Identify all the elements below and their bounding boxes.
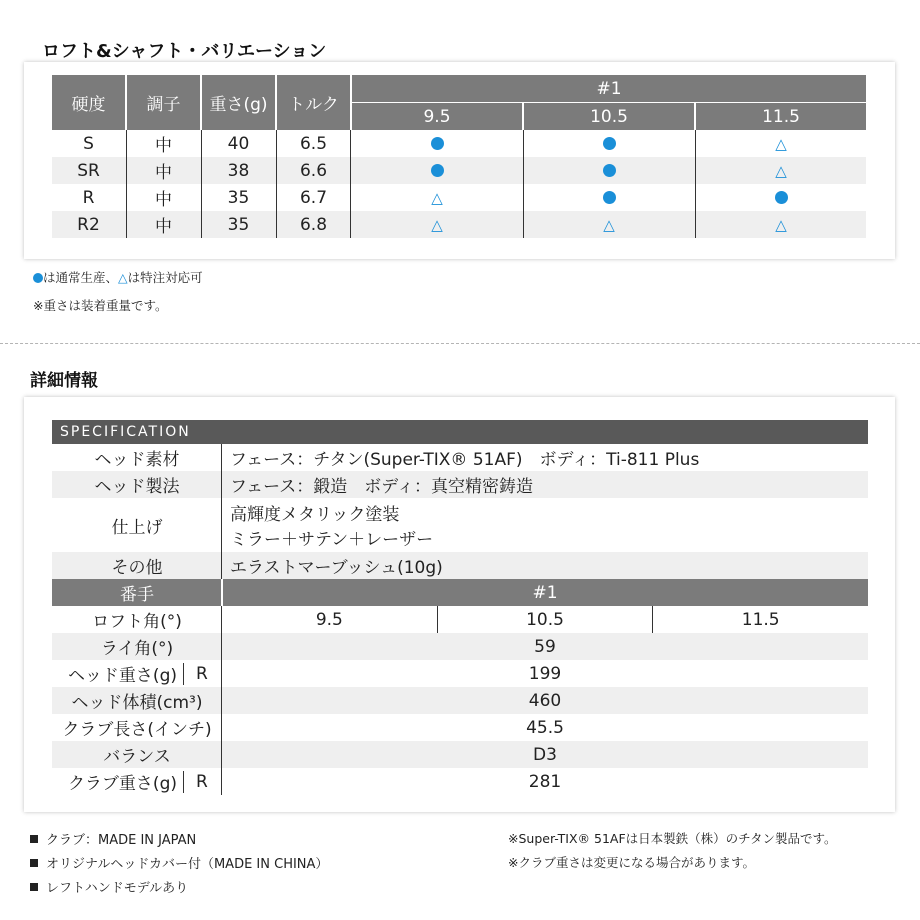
row-label: ヘッド製法 [94, 477, 180, 497]
footer-note-text: レフトハンドモデルあり [46, 881, 189, 896]
cell-availability [696, 130, 866, 157]
spec-row-balance [52, 741, 868, 768]
finish-line-1: 高輝度メタリック塗装 [230, 505, 400, 525]
cell-availability [352, 211, 522, 238]
square-bullet-icon [30, 859, 38, 867]
spec-row-head-material [52, 444, 868, 471]
spec-row-club-weight [52, 768, 868, 795]
cell-availability [352, 157, 522, 184]
cell-availability [524, 157, 694, 184]
loft-values [222, 606, 868, 633]
column-divider [350, 184, 351, 211]
circle-icon [33, 273, 43, 283]
row-value [230, 498, 433, 552]
column-divider [350, 130, 351, 157]
cell-kick: 中 [155, 190, 172, 210]
cell-kick: 中 [155, 217, 172, 237]
footer-note-right-1: ※Super-TIX® 51AFは日本製鉄（株）のチタン製品です。 [508, 831, 837, 846]
section-title-loft-shaft: ロフト&シャフト・バリエーション [42, 41, 327, 62]
square-bullet-icon [30, 883, 38, 891]
circle-icon [775, 191, 788, 204]
header-number-1: #1 [352, 75, 866, 102]
cell-weight: 38 [227, 160, 250, 181]
footer-note-right-2: ※クラブ重さは変更になる場合があります。 [508, 855, 755, 870]
cell-availability [524, 211, 694, 238]
triangle-icon: △ [431, 188, 443, 207]
row-label-flex: R [196, 771, 208, 792]
footer-note-left-1 [30, 829, 196, 848]
row-label: ヘッド体積(cm³) [71, 693, 203, 713]
column-divider [126, 184, 127, 211]
triangle-icon: △ [118, 270, 128, 285]
row-label: バランス [103, 747, 171, 767]
triangle-icon: △ [431, 215, 443, 234]
circle-icon [603, 191, 616, 204]
triangle-icon: △ [775, 161, 787, 180]
legend-dot-text: は通常生産、 [43, 270, 119, 285]
header-weight: 重さ(g) [202, 75, 275, 130]
footer-note-left-3 [30, 877, 188, 896]
loft-value-3: 11.5 [741, 609, 780, 630]
weight-note: ※重さは装着重量です。 [33, 298, 168, 313]
header-hardness: 硬度 [52, 75, 125, 130]
spec-row-finish [52, 498, 868, 552]
table-row [52, 184, 866, 211]
table-header [52, 75, 866, 130]
table-row [52, 130, 866, 157]
cell-torque: 6.8 [299, 214, 328, 235]
column-divider [276, 157, 277, 184]
legend-tri-text: は特注対応可 [127, 270, 203, 285]
triangle-icon: △ [603, 215, 615, 234]
spec-row-loft [52, 606, 868, 633]
cell-availability [696, 211, 866, 238]
cell-weight: 35 [227, 187, 250, 208]
cell-flex: R2 [77, 214, 100, 235]
row-label: その他 [111, 558, 163, 578]
circle-icon [603, 137, 616, 150]
spec-row-head-method [52, 471, 868, 498]
spec-table [52, 420, 868, 795]
row-value: フェース：チタン(Super-TIX® 51AF) ボディ：Ti-811 Plus [230, 450, 700, 470]
cell-availability [696, 184, 866, 211]
row-label [52, 660, 222, 687]
spec-row-number [52, 579, 868, 606]
spec-row-length [52, 714, 868, 741]
row-label-flex: R [196, 663, 208, 684]
header-torque: トルク [277, 75, 350, 130]
row-label: ロフト角(°) [92, 612, 182, 632]
row-value: フェース：鍛造 ボディ：真空精密鋳造 [230, 477, 533, 497]
row-value: 460 [528, 690, 562, 711]
loft-shaft-table [52, 75, 866, 238]
legend-note [33, 268, 203, 286]
row-label: 番手 [120, 585, 154, 605]
table-body [52, 130, 866, 238]
column-divider [126, 130, 127, 157]
row-value: #1 [532, 582, 558, 603]
column-divider [126, 211, 127, 238]
row-divider [221, 471, 222, 498]
cell-weight: 40 [227, 133, 250, 154]
row-label-text: ヘッド重さ(g) [67, 666, 177, 686]
cell-torque: 6.6 [299, 160, 328, 181]
circle-icon [431, 137, 444, 150]
column-divider [276, 130, 277, 157]
column-divider [201, 130, 202, 157]
cell-availability [352, 184, 522, 211]
cell-flex: S [83, 133, 94, 154]
column-divider [276, 184, 277, 211]
header-loft-3: 11.5 [696, 103, 866, 130]
row-label: ヘッド素材 [94, 450, 180, 470]
row-label-text: クラブ重さ(g) [67, 774, 177, 794]
row-value: 45.5 [526, 717, 564, 738]
spec-row-other [52, 552, 868, 579]
cell-torque: 6.5 [299, 133, 328, 154]
table-row [52, 211, 866, 238]
footer-note-text: クラブ：MADE IN JAPAN [46, 833, 197, 848]
row-label: クラブ長さ(インチ) [62, 720, 212, 740]
row-value: D3 [533, 744, 557, 765]
cell-kick: 中 [155, 136, 172, 156]
row-value: 199 [528, 663, 562, 684]
cell-flex: SR [77, 160, 100, 181]
footer-note-left-2 [30, 853, 328, 872]
row-value: 281 [528, 771, 562, 792]
cell-availability [524, 130, 694, 157]
cell-kick: 中 [155, 163, 172, 183]
spec-row-volume [52, 687, 868, 714]
header-loft-2: 10.5 [524, 103, 694, 130]
loft-value-2: 10.5 [438, 606, 654, 633]
column-divider [350, 211, 351, 238]
row-label [52, 768, 222, 795]
row-label: ライ角(°) [100, 639, 174, 659]
table-row [52, 157, 866, 184]
column-divider [126, 157, 127, 184]
triangle-icon: △ [775, 215, 787, 234]
row-divider [221, 498, 222, 552]
cell-availability [352, 130, 522, 157]
section-divider [0, 343, 920, 344]
triangle-icon: △ [775, 134, 787, 153]
circle-icon [603, 164, 616, 177]
column-divider [201, 157, 202, 184]
cell-torque: 6.7 [299, 187, 328, 208]
column-divider [350, 157, 351, 184]
row-value: エラストマーブッシュ(10g) [230, 558, 443, 578]
circle-icon [431, 164, 444, 177]
section-title-detail: 詳細情報 [30, 371, 98, 391]
column-divider [276, 211, 277, 238]
row-value: 59 [534, 636, 556, 657]
header-kick: 調子 [127, 75, 200, 130]
footer-note-text: オリジナルヘッドカバー付（MADE IN CHINA） [46, 857, 329, 872]
cell-flex: R [82, 187, 95, 208]
spec-row-head-weight [52, 660, 868, 687]
header-loft-1: 9.5 [352, 103, 522, 130]
row-divider [221, 552, 222, 579]
row-label: 仕上げ [111, 517, 163, 538]
cell-availability [524, 184, 694, 211]
spec-row-lie [52, 633, 868, 660]
cell-weight: 35 [227, 214, 250, 235]
column-divider [201, 211, 202, 238]
spec-band: SPECIFICATION [52, 420, 868, 444]
cell-availability [696, 157, 866, 184]
square-bullet-icon [30, 835, 38, 843]
finish-line-2: ミラー＋サテン＋レーザー [230, 530, 434, 550]
row-divider [221, 444, 222, 471]
column-divider [201, 184, 202, 211]
loft-value-1: 9.5 [222, 606, 438, 633]
